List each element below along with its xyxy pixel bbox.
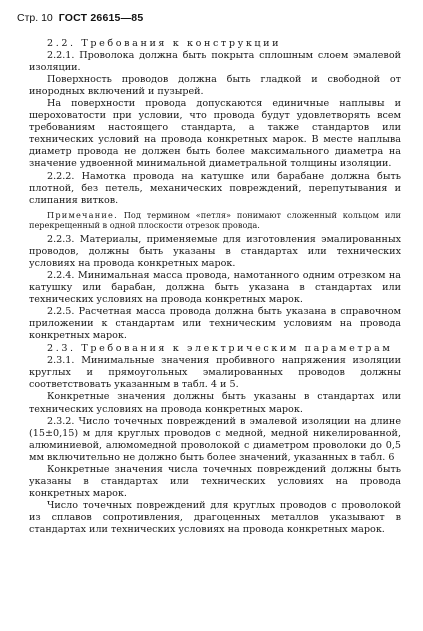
paragraph-2-2-3: 2.2.3. Материалы, применяемые для изготовления эмалированных проводов, должны быть указаны в стандартах или технических условиях на провода конкретных марок. [29,233,401,269]
section-heading-2-3: 2.3. Требования к электрическим параметрам [47,343,393,355]
paragraph-alloy-wires: Число точечных повреждений для круглых проводов с проволокой из сплавов сопротивления, драгоценных металлов указывают в стандартах или технических условиях на провода конкретных марок. [29,499,401,535]
paragraph-specific-values: Конкретные значения должны быть указаны в стандартах или технических условиях на провода конкретных марок. [29,391,401,415]
paragraph-specific-defect-values: Конкретные значения числа точечных повреждений должны быть указаны в стандартах или технических условиях на провода конкретных марок. [29,463,401,499]
note-block [29,210,401,231]
paragraph-defects: На поверхности провода допускаются единичные наплывы и шероховатости при условии, что провода будут удовлетворять всем требованиям настоящего стандарта, а также стандартов или технических условий на провода конкретных марок. В месте наплыва диаметр провода не должен быть более максимального диаметра на значение удвоенной минимальной диаметральной толщины изоляции. [29,98,401,170]
page-number: Стр. 10 [17,12,53,24]
paragraph-2-3-2: 2.3.2. Число точечных повреждений в эмалевой изоляции на длине (15±0,15) м для круглых проводов с медной, медной никелированной, алюминиевой, алюмомедной проволокой с диаметром проволоки до 0,5 мм включительно не должно быть более значений, указанных в табл. 6 [29,415,401,463]
note-label: Примечание. [47,209,118,220]
section-heading-2-2: 2.2. Требования к конструкции [47,38,282,49]
body-text [29,38,401,536]
paragraph-2-2-1: 2.2.1. Проволока должна быть покрыта сплошным слоем эмалевой изоляции. [29,50,401,74]
paragraph-2-3-1: 2.3.1. Минимальные значения пробивного напряжения изоляции круглых и прямоугольных эмалированных проводов должны соответствовать указанным в табл. 4 и 5. [29,355,401,391]
paragraph-2-2-4: 2.2.4. Минимальная масса провода, намотанного одним отрезком на катушку или барабан, должна быть указана в стандартах или технических условиях на провода конкретных марок. [29,269,401,306]
paragraph-2-2-2: 2.2.2. Намотка провода на катушке или барабане должна быть плотной, без петель, механических повреждений, перепутывания и слипания витков. [29,170,401,206]
note-text: Под термином «петля» понимают сложенный кольцом или перекрещенный в одной плоскости отрезок провода. [29,209,401,231]
paragraph-2-2-5: 2.2.5. Расчетная масса провода должна быть указана в справочном приложении к стандартам или техническим условиям на провода конкретных марок. [29,306,401,342]
paragraph-surface: Поверхность проводов должна быть гладкой и свободной от инородных включений и пузырей. [29,74,401,98]
standard-code: ГОСТ 26615—85 [58,12,144,24]
page-header [17,12,143,24]
